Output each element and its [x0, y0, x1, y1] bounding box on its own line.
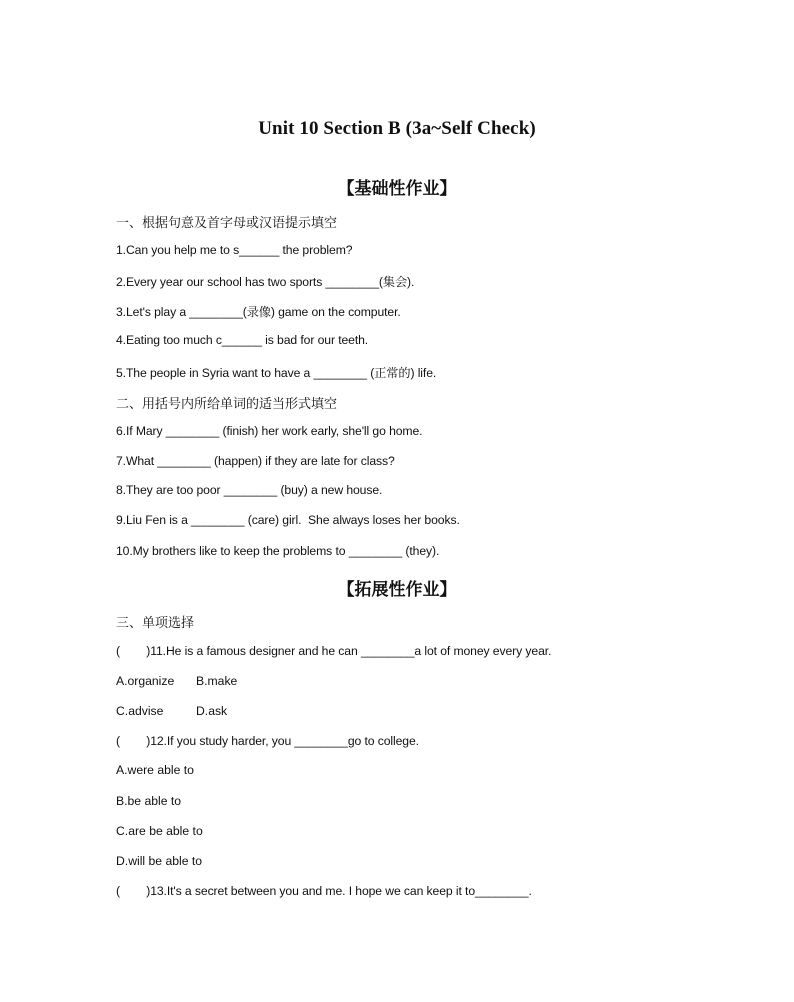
- question-13-stem: ( )13.It's a secret between you and me. I hope we can keep it to________.: [116, 884, 532, 898]
- question-3: 3.Let's play a ________(录像) game on the computer.: [116, 305, 401, 319]
- question-10: 10.My brothers like to keep the problems to ________ (they).: [116, 544, 440, 558]
- question-7: 7.What ________ (happen) if they are late for class?: [116, 454, 395, 468]
- page-title: Unit 10 Section B (3a~Self Check): [258, 118, 536, 139]
- question-11-stem: ( )11.He is a famous designer and he can ________a lot of money every year.: [116, 644, 552, 658]
- question-12-option-c: C.are be able to: [116, 824, 203, 838]
- part-heading-word-form: 二、用括号内所给单词的适当形式填空: [116, 397, 338, 412]
- question-11-option-d: D.ask: [196, 704, 228, 718]
- question-12-stem: ( )12.If you study harder, you ________go to college.: [116, 734, 419, 748]
- question-9: 9.Liu Fen is a ________ (care) girl. She always loses her books.: [116, 513, 460, 527]
- question-12-option-b: B.be able to: [116, 794, 182, 808]
- section-heading-extended: 【拓展性作业】: [337, 580, 457, 600]
- question-8: 8.They are too poor ________ (buy) a new house.: [116, 483, 383, 497]
- question-5: 5.The people in Syria want to have a ________ (正常的) life.: [116, 366, 437, 380]
- question-1: 1.Can you help me to s______ the problem?: [116, 243, 353, 257]
- question-11-option-c: C.advise: [116, 704, 164, 718]
- question-11-option-a: A.organize: [116, 674, 175, 688]
- question-11-option-b: B.make: [196, 674, 238, 688]
- question-6: 6.If Mary ________ (finish) her work early, she'll go home.: [116, 424, 423, 438]
- question-2: 2.Every year our school has two sports ________(集会).: [116, 275, 415, 289]
- question-4: 4.Eating too much c______ is bad for our teeth.: [116, 333, 369, 347]
- part-heading-multiple-choice: 三、单项选择: [116, 616, 195, 631]
- section-heading-basic: 【基础性作业】: [337, 179, 457, 199]
- question-12-option-a: A.were able to: [116, 763, 194, 777]
- question-12-option-d: D.will be able to: [116, 854, 203, 868]
- part-heading-fill-blank: 一、根据句意及首字母或汉语提示填空: [116, 216, 338, 231]
